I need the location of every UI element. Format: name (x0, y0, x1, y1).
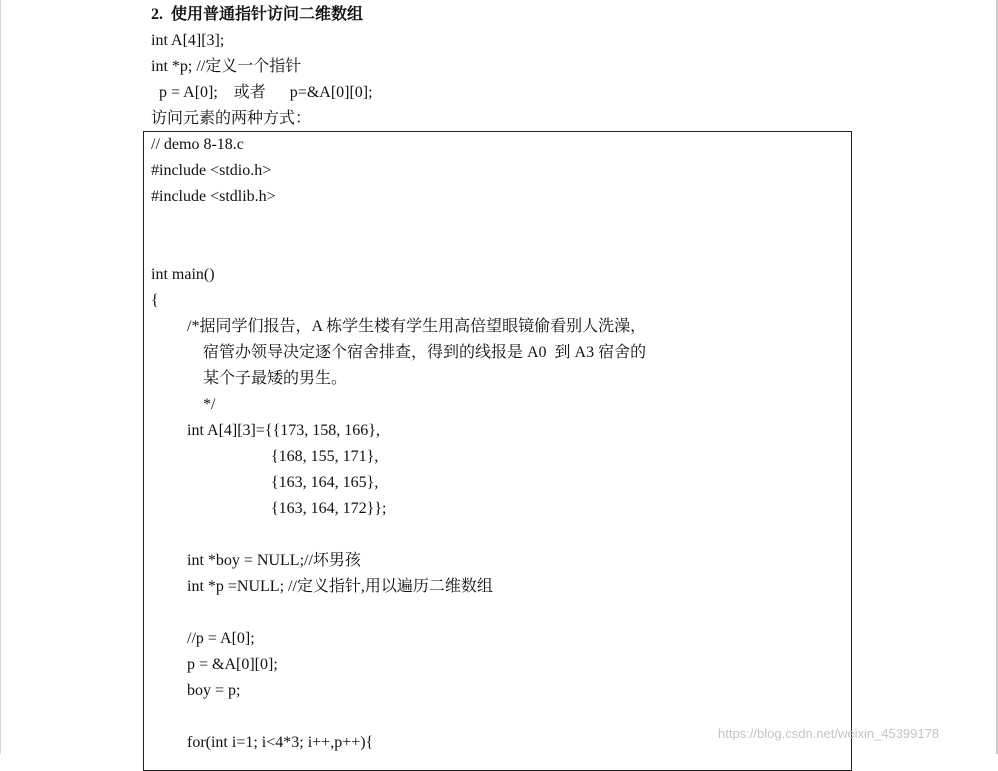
code-line: {163, 164, 165}, (151, 474, 379, 491)
code-line: p = &A[0][0]; (151, 656, 278, 673)
code-line: int *boy = NULL;//坏男孩 (151, 552, 361, 569)
code-line: // demo 8-18.c (151, 136, 244, 153)
section-heading: 2. 使用普通指针访问二维数组 (151, 6, 364, 23)
code-line: #include <stdio.h> (151, 162, 272, 179)
code-line: 宿管办领导决定逐个宿舍排查，得到的线报是 A0 到 A3 宿舍的 (151, 344, 647, 361)
code-line: /*据同学们报告，A 栋学生楼有学生用高倍望眼镜偷看别人洗澡， (151, 318, 647, 335)
code-line: int main() (151, 266, 215, 283)
code-line: boy = p; (151, 682, 241, 699)
code-line: int *p =NULL; //定义指针,用以遍历二维数组 (151, 578, 493, 595)
code-line: int A[4][3]={{173, 158, 166}, (151, 422, 380, 439)
code-line: {163, 164, 172}}; (151, 500, 387, 517)
code-line: //p = A[0]; (151, 630, 255, 647)
intro-line-pointer-decl: int *p; //定义一个指针 (151, 58, 302, 75)
code-line: {168, 155, 171}, (151, 448, 379, 465)
watermark-url: https://blog.csdn.net/weixin_45399178 (718, 726, 940, 741)
code-line: { (151, 292, 159, 309)
code-line: 某个子最矮的男生。 (151, 370, 348, 387)
page-left-border (0, 0, 1, 754)
code-line: */ (151, 396, 216, 413)
code-line: #include <stdlib.h> (151, 188, 276, 205)
intro-line-pointer-assign: p = A[0]; 或者 p=&A[0][0]; (151, 84, 373, 101)
code-line: for(int i=1; i<4*3; i++,p++){ (151, 734, 374, 751)
intro-line-access-methods: 访问元素的两种方式： (151, 110, 312, 127)
intro-line-array-decl: int A[4][3]; (151, 32, 225, 49)
